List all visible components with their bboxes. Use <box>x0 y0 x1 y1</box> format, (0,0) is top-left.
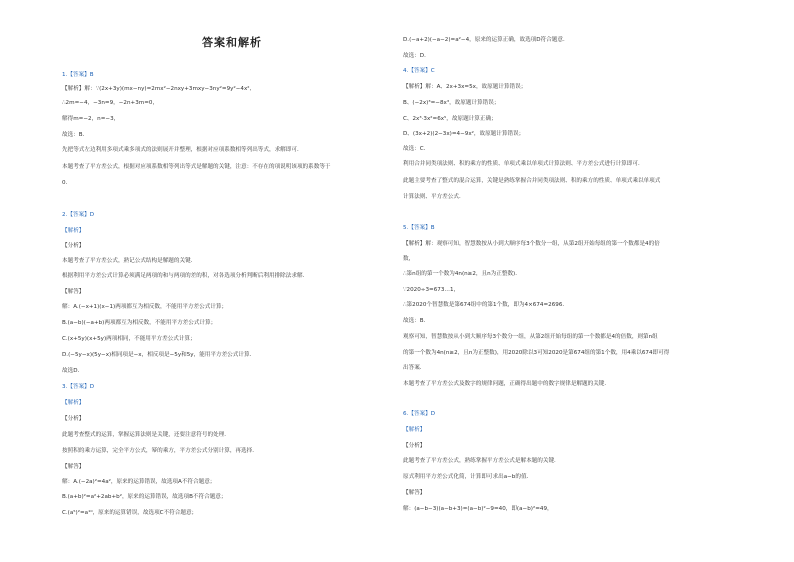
text-line: 出答案． <box>403 365 426 371</box>
text-line: 【解答】 <box>403 490 426 496</box>
text-line: 故选：B． <box>403 318 430 324</box>
text-line: C、2x³·3x²=6x⁵，故原题计算正确； <box>403 116 497 122</box>
text-line: 【解析】解：观察可知，智慧数按从小到大顺序每3个数分一组，从第2组开始每组的第一个数都是4的倍 <box>403 241 660 247</box>
answer-heading: 4.【答案】C <box>403 68 435 74</box>
text-line: 【解析】 <box>403 427 426 433</box>
text-line: 解：A.(−x+1)(x−1)两项都互为相反数，不能用平方差公式计算； <box>62 304 228 310</box>
text-line: ∴2m=−4，−3n=9，−2n+3m=0， <box>62 100 159 106</box>
answer-heading: 5.【答案】B <box>403 225 435 231</box>
text-line: C.(x+5y)(x+5y)两项相同，不能用平方差公式计算； <box>62 336 196 342</box>
answer-heading: 1.【答案】B <box>62 72 94 78</box>
text-line: 【解析】解：A、2x+3x=5x，故原题计算错误； <box>403 84 527 90</box>
text-line: 【分析】 <box>62 416 85 422</box>
text-line: 原式利用平方差公式化简，计算即可求出a−b的值． <box>403 474 533 480</box>
text-line: 本题考查了平方差公式，熟记公式结构是解题的关键． <box>62 258 197 264</box>
text-line: 【分析】 <box>403 443 426 449</box>
text-line: 本题考查了平方差公式，根据对应项系数相等列出等式是解题的关键，注意：不存在的项说明该项的系数等于 <box>62 164 331 170</box>
page-title: 答案和解析 <box>202 36 262 49</box>
text-line: B.(a−b)(−a+b)两项都互为相反数，不能用平方差公式计算； <box>62 320 217 326</box>
text-line: 本题考查了平方差公式及数字的规律问题，正确得出题中的数字规律是解题的关键． <box>403 381 610 387</box>
text-line: 故选D． <box>62 368 84 374</box>
text-line: 0． <box>62 180 72 186</box>
text-line: B.(a+b)²=a²+2ab+b²，原来的运算错误，故选项B不符合题意； <box>62 494 227 500</box>
text-line: 故选：C． <box>403 146 430 152</box>
text-line: 此题考查了平方差公式，熟练掌握平方差公式是解本题的关键． <box>403 458 560 464</box>
text-line: 解：(a−b−3)(a−b+3)=(a−b)²−9=40，即(a−b)²=49， <box>403 506 553 512</box>
answer-heading: 3.【答案】D <box>62 384 95 390</box>
text-line: 先把等式左边利用多项式乘多项式的法则展开并整理，根据对应项系数相等列出等式，求解即可． <box>62 147 303 153</box>
text-line: 故选：D． <box>403 53 430 59</box>
answer-heading: 6.【答案】D <box>403 411 436 417</box>
text-line: 计算法则、平方差公式． <box>403 194 465 200</box>
text-line: 解：A.(−2a)²=4a²，原来的运算错误，故选项A不符合题意； <box>62 479 216 485</box>
text-line: ∴第2020个智慧数是第674组中的第1个数，即为4×674=2696． <box>403 302 568 308</box>
text-line: ∵2020÷3=673…1， <box>403 287 460 293</box>
text-line: 按照积的乘方运算，完全平方公式，幂的乘方，平方差公式分别计算，再选择． <box>62 448 258 454</box>
text-line: D、(3x+2)(2−3x)=4−9x²，故原题计算错误； <box>403 131 525 137</box>
text-line: 【解析】 <box>62 228 85 234</box>
text-line: 数， <box>403 256 415 262</box>
text-line: ∴第n组的第一个数为4n(n≥2，且n为正整数)． <box>403 271 521 277</box>
text-line: 此题考查整式的运算，掌握运算法则是关键，还要注意符号的处理． <box>62 432 230 438</box>
text-line: 【解答】 <box>62 464 85 470</box>
text-line: 解得m=−2，n=−3， <box>62 116 120 122</box>
text-line: D.(−5y−x)(5y−x)相同项是−x，相反项是−5y和5y，能用平方差公式计算． <box>62 352 256 358</box>
text-line: 利用合并同类项法则、积的乘方的性质、单项式乘以单项式计算法则、平方差公式进行计算即可． <box>403 161 644 167</box>
text-line: 的第一个数为4n(n≥2，且n为正整数)，用2020除以3可知2020是第674组的第1个数，用4乘以674即可得 <box>403 350 670 356</box>
answer-heading: 2.【答案】D <box>62 212 95 218</box>
text-line: C.(a⁵)²=a¹⁰，原来的运算错误，故选项C不符合题意； <box>62 510 198 516</box>
text-line: D.(−a+2)(−a−2)=a²−4，原来的运算正确，故选项D符合题意． <box>403 37 569 43</box>
text-line: B、(−2x)³=−8x³，故原题计算错误； <box>403 100 500 106</box>
text-line: 【解析】解：∵(2x+3y)(mx−ny)=2mx²−2nxy+3mxy−3ny²=9y²−4x², <box>62 86 252 92</box>
text-line: 观察可知，智慧数按从小到大顺序每3个数分一组，从第2组开始每组的第一个数都是4的倍数，则第n组 <box>403 334 658 340</box>
text-line: 此题主要考查了整式的混合运算，关键是熟练掌握合并同类项法则、积的乘方的性质、单项式乘以单项式 <box>403 178 661 184</box>
text-line: 【解答】 <box>62 289 85 295</box>
text-line: 故选：B． <box>62 132 89 138</box>
text-line: 【分析】 <box>62 243 85 249</box>
text-line: 【解析】 <box>62 400 85 406</box>
text-line: 根据利用平方差公式计算必须满足两项的和与两项的差的积，对各选项分析判断后利用排除法求解． <box>62 273 309 279</box>
